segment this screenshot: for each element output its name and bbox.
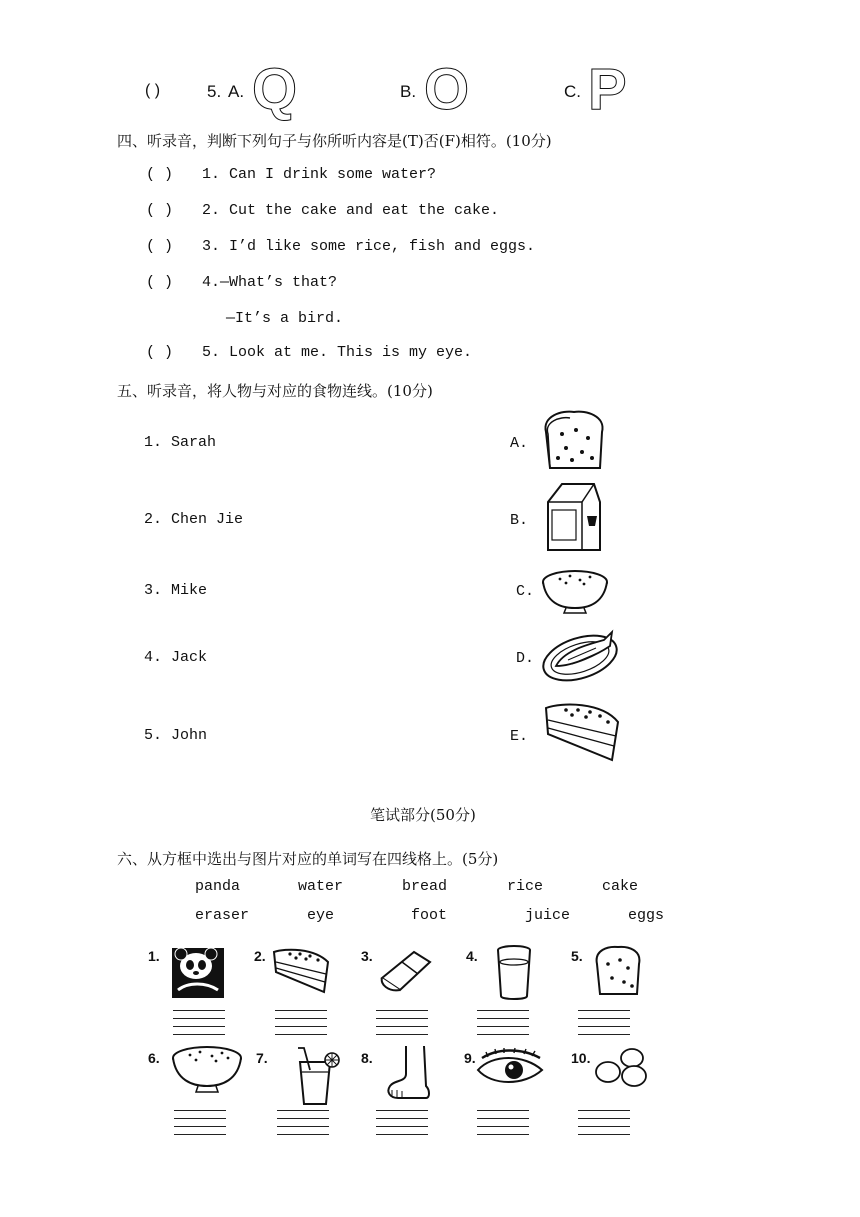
- picture-number-4: 4.: [466, 948, 478, 964]
- q5-option-c-label: C.: [564, 82, 581, 101]
- q5-option-b-letter: O: [424, 57, 470, 122]
- word-option: juice: [525, 907, 571, 924]
- writing-lines-7[interactable]: [277, 1110, 329, 1142]
- section4-heading: 四、听录音，判断下列句子与你所听内容是(T)否(F)相符。(10分): [117, 132, 552, 150]
- q5-number: 5.: [207, 82, 222, 101]
- writing-lines-6[interactable]: [174, 1110, 226, 1142]
- eraser-icon: [378, 948, 434, 994]
- juice-glass-icon: [296, 1046, 342, 1108]
- foot-icon: [384, 1044, 432, 1102]
- word-option: panda: [195, 878, 241, 895]
- answer-paren[interactable]: ( ): [146, 344, 174, 361]
- writing-lines-10[interactable]: [578, 1110, 630, 1142]
- statement-text: 5. Look at me. This is my eye.: [202, 344, 473, 361]
- writing-lines-4[interactable]: [477, 1010, 529, 1042]
- picture-number-9: 9.: [464, 1050, 476, 1066]
- word-option: foot: [411, 907, 448, 924]
- bread-icon: [594, 944, 642, 998]
- picture-number-6: 6.: [148, 1050, 160, 1066]
- statement-text-reply: —It’s a bird.: [226, 310, 344, 327]
- word-option: eraser: [195, 907, 250, 924]
- q5-option-c-letter: P: [588, 57, 627, 122]
- picture-number-7: 7.: [256, 1050, 268, 1066]
- word-option: cake: [602, 878, 639, 895]
- statement-text: 1. Can I drink some water?: [202, 166, 437, 183]
- picture-number-1: 1.: [148, 948, 160, 964]
- answer-paren[interactable]: ( ): [146, 238, 174, 255]
- picture-number-10: 10.: [571, 1050, 591, 1066]
- writing-lines-2[interactable]: [275, 1010, 327, 1042]
- person-sarah[interactable]: 1. Sarah: [144, 434, 217, 451]
- written-part-title: 笔试部分(50分): [370, 806, 476, 824]
- word-option: eggs: [628, 907, 665, 924]
- statement-text: 2. Cut the cake and eat the cake.: [202, 202, 500, 219]
- word-option: rice: [507, 878, 544, 895]
- picture-number-2: 2.: [254, 948, 266, 964]
- water-glass-icon: [494, 944, 534, 1002]
- word-option: eye: [307, 907, 335, 924]
- answer-paren[interactable]: ( ): [146, 202, 174, 219]
- picture-number-3: 3.: [361, 948, 373, 964]
- cake-slice-icon[interactable]: [542, 700, 624, 764]
- panda-icon: [170, 946, 226, 1000]
- fish-plate-icon[interactable]: [540, 624, 622, 684]
- writing-lines-8[interactable]: [376, 1110, 428, 1142]
- rice-bowl-icon: [170, 1044, 244, 1094]
- rice-bowl-icon[interactable]: [540, 568, 610, 614]
- section6-heading: 六、从方框中选出与图片对应的单词写在四线格上。(5分): [117, 850, 499, 868]
- word-option: water: [298, 878, 344, 895]
- food-label-d: D.: [516, 650, 535, 667]
- statement-text: 4.—What’s that?: [202, 274, 338, 291]
- q5-answer-paren[interactable]: ( ): [145, 82, 161, 99]
- writing-lines-5[interactable]: [578, 1010, 630, 1042]
- word-option: bread: [402, 878, 448, 895]
- food-label-c: C.: [516, 583, 535, 600]
- statement-text: 3. I’d like some rice, fish and eggs.: [202, 238, 536, 255]
- q5-option-a-letter: Q: [252, 57, 298, 122]
- bread-icon[interactable]: [542, 408, 608, 472]
- person-jack[interactable]: 4. Jack: [144, 649, 208, 666]
- person-john[interactable]: 5. John: [144, 727, 208, 744]
- answer-paren[interactable]: ( ): [146, 274, 174, 291]
- food-label-e: E.: [510, 728, 529, 745]
- picture-number-8: 8.: [361, 1050, 373, 1066]
- food-label-b: B.: [510, 512, 529, 529]
- picture-number-5: 5.: [571, 948, 583, 964]
- milk-carton-icon[interactable]: [542, 480, 604, 552]
- q5-option-a-label: A.: [228, 82, 245, 101]
- cake-slice-icon: [270, 946, 332, 996]
- answer-paren[interactable]: ( ): [146, 166, 174, 183]
- person-mike[interactable]: 3. Mike: [144, 582, 208, 599]
- section5-heading: 五、听录音，将人物与对应的食物连线。(10分): [117, 382, 433, 400]
- person-chen-jie[interactable]: 2. Chen Jie: [144, 511, 244, 528]
- writing-lines-3[interactable]: [376, 1010, 428, 1042]
- q5-option-b-label: B.: [400, 82, 417, 101]
- writing-lines-1[interactable]: [173, 1010, 225, 1042]
- eggs-icon: [594, 1046, 648, 1088]
- eye-icon: [474, 1048, 546, 1090]
- writing-lines-9[interactable]: [477, 1110, 529, 1142]
- food-label-a: A.: [510, 435, 529, 452]
